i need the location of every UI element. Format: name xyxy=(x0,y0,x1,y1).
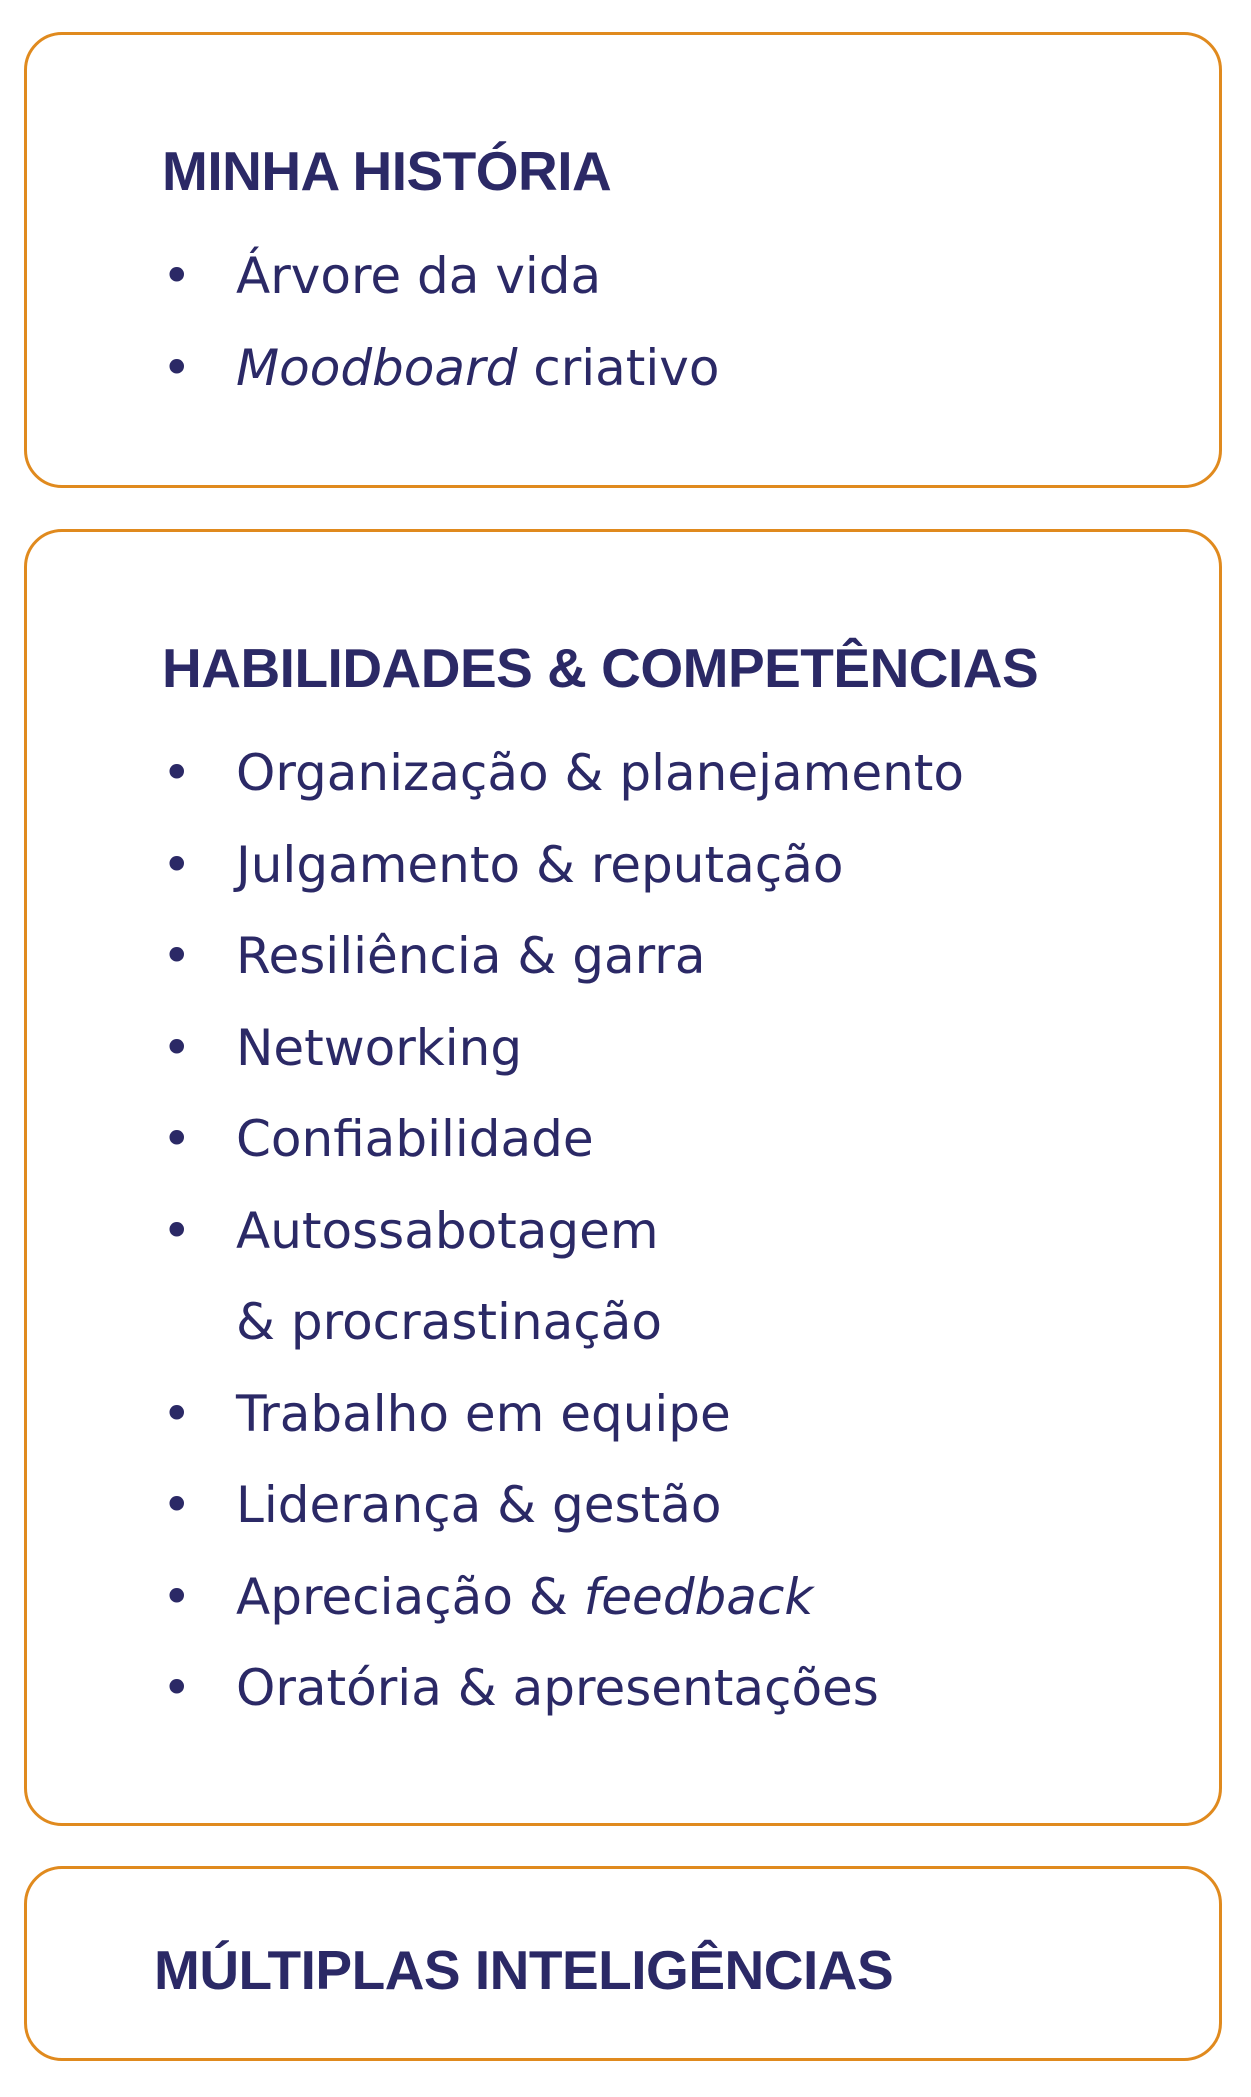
bullet-icon: • xyxy=(162,927,192,985)
list-item xyxy=(162,1094,964,1186)
item-text: Confiabilidade xyxy=(236,1110,594,1168)
list-item xyxy=(162,728,964,820)
item-text-continued: & procrastinação xyxy=(236,1293,662,1351)
bullet-icon: • xyxy=(162,1567,192,1626)
list-item xyxy=(162,1369,964,1461)
bullet-icon: • xyxy=(162,1384,192,1443)
item-text: Organização & planejamento xyxy=(236,744,964,802)
list-item xyxy=(162,231,719,323)
list-item xyxy=(162,1460,964,1552)
item-text-italic: Moodboard xyxy=(236,338,518,397)
item-text: Networking xyxy=(236,1018,523,1077)
bullet-icon: • xyxy=(162,1659,192,1717)
list-item xyxy=(162,820,964,912)
list-item xyxy=(162,911,964,1003)
section-title: HABILIDADES & COMPETÊNCIAS xyxy=(162,637,1039,699)
bullet-icon: • xyxy=(162,247,192,305)
section-card-multiplas-inteligencias xyxy=(24,1866,1222,2061)
bullet-icon: • xyxy=(162,1110,192,1168)
item-text: Oratória & apresentações xyxy=(236,1659,879,1717)
bullet-icon: • xyxy=(162,835,192,894)
item-text: Resiliência & garra xyxy=(236,927,706,985)
bullet-icon: • xyxy=(162,1018,192,1077)
item-text: Trabalho em equipe xyxy=(236,1384,731,1443)
item-text-italic: feedback xyxy=(583,1567,814,1626)
bullet-icon: • xyxy=(162,1201,192,1260)
list-item xyxy=(162,323,719,415)
section-title: MÚLTIPLAS INTELIGÊNCIAS xyxy=(154,1939,894,2001)
item-text: Julgamento & reputação xyxy=(236,835,844,894)
bullet-icon: • xyxy=(162,744,192,802)
list-item xyxy=(162,1003,964,1095)
bullet-icon: • xyxy=(162,1476,192,1534)
list-item xyxy=(162,1552,964,1644)
list-item xyxy=(162,1186,964,1369)
item-text: Liderança & gestão xyxy=(236,1476,722,1534)
item-list xyxy=(162,231,719,414)
item-text: Árvore da vida xyxy=(236,247,602,305)
bullet-icon: • xyxy=(162,338,192,397)
list-item xyxy=(162,1643,964,1735)
section-card-minha-historia xyxy=(24,32,1222,488)
item-list xyxy=(162,728,964,1735)
item-text: Apreciação & xyxy=(236,1567,584,1626)
item-text: criativo xyxy=(517,338,720,397)
item-text: Autossabotagem xyxy=(236,1201,659,1260)
section-title: MINHA HISTÓRIA xyxy=(162,140,612,202)
section-card-habilidades xyxy=(24,529,1222,1826)
